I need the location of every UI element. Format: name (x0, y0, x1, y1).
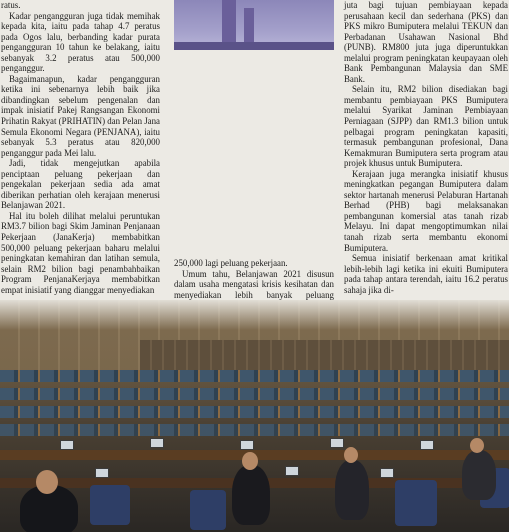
paragraph: Semua inisiatif berkenaan amat kritikal lebih-lebih lagi ketika ini ekuiti Bumiputera pada tahap antara terendah, iaitu 16.2 peratus sahaja jika di- (344, 253, 508, 295)
paragraph: juta bagi tujuan pembiayaan kepada perusahaan kecil dan sederhana (PKS) dan PKS mikro Bumiputera melalui TEKUN dan Perbadanan Usahawan Nasional Bhd (PUNB). RM800 juta juga diperuntukkan melalui program peningkatan keupayaan oleh Bank Pembangunan Malaysia dan SME Bank. (344, 0, 508, 84)
kl-skyline-photo (174, 0, 334, 50)
paragraph: ratus. (1, 0, 21, 10)
paragraph: Jadi, tidak mengejutkan apabila penciptaan peluang pekerjaan dan pengekalan pekerjaan sedia ada amat diberikan perhatian oleh kerajaan menerusi Belanjawan 2021. (1, 158, 160, 211)
article-column-3 (344, 0, 508, 295)
paragraph: Hal itu boleh dilihat melalui peruntukan RM3.7 bilion bagi Skim Jaminan Penjanaan Pekerjaan (JanaKerja) membabitkan 500,000 peluang pekerjaan baharu melalui peningkatan kemahiran dan latihan semula, selain RM2 bilion bagi penambahbaikan Program PenjanaKerjaya membabitkan empat inisiatif yang dianggar menyediakan (1, 210, 160, 295)
paragraph: Kadar pengangguran juga tidak memihak kepada kita, iaitu pada tahap 4.7 peratus pada Ogos lalu, berbanding kadar purata pengangguran 10 tahun ke belakang, iaitu sebanyak 3.2 peratus atau 500,000 penganggur. (1, 10, 160, 74)
paragraph: Kerajaan juga merangka inisiatif khusus meningkatkan pegangan Bumiputera dalam sektor hartanah menerusi Pelaburan Hartanah Berhad (PHB) bagi melaksanakan pembangunan komersial atas tanah rizab Melayu. Ini dapat mengoptimumkan nilai tanah rizab serta membantu ekonomi Bumiputera. (344, 168, 508, 253)
paragraph: Bagaimanapun, kadar pengangguran ketika ini sebenarnya lebih baik jika dibandingkan sebelum pengenalan dan impak inisiatif Pakej Rangsangan Ekonomi Prihatin Rakyat (PRIHATIN) dan Pelan Jana Semula Ekonomi Negara (PENJANA), iaitu sebanyak 5.3 peratus atau 820,000 penganggur pada Mei lalu. (1, 73, 160, 158)
paragraph: Selain itu, RM2 bilion disediakan bagi membantu pembiayaan PKS Bumiputera melalui Syarikat Jaminan Pembiayaan Perniagaan (SJPP) dan RM1.3 bilion untuk pelbagai program peningkatan kapasiti, termasuk pembangunan profesional, Dana Kemakmuran Bumiputera serta program atau projek khusus untuk Bumiputera. (344, 84, 508, 169)
article-column-1 (1, 0, 160, 295)
parliament-chamber-photo (0, 300, 509, 532)
paragraph: 250,000 lagi peluang pekerjaan. (174, 258, 288, 268)
paragraph: Umum tahu, Belanjawan 2021 disusun dalam usaha mengatasi krisis kesihatan dan menyediakan lebih banyak peluang (174, 268, 334, 300)
